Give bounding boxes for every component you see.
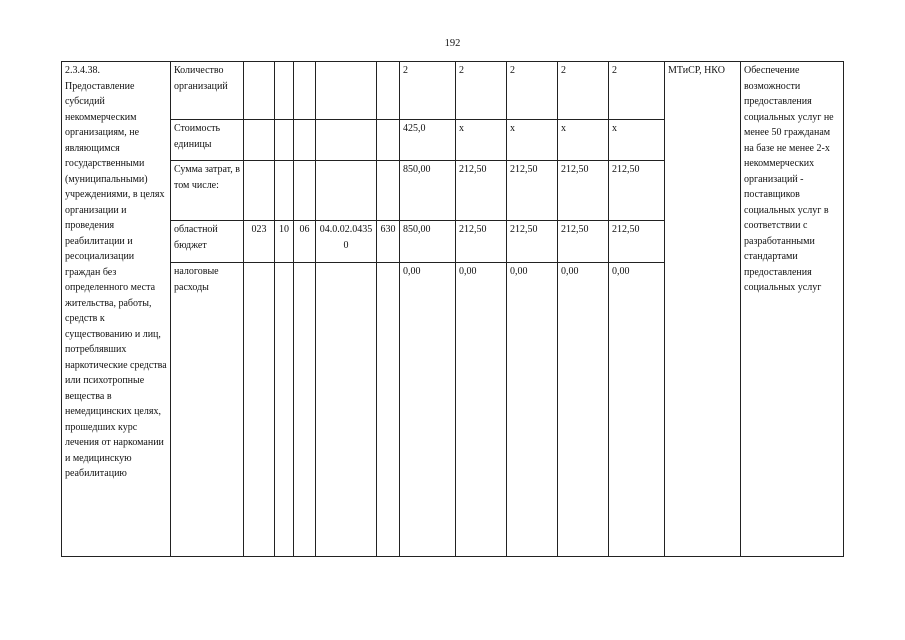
indicator-cell: налоговые расходы: [171, 263, 244, 557]
csr-cell: [316, 120, 377, 161]
grbs-cell: [244, 62, 275, 120]
indicator-cell: областной бюджет: [171, 221, 244, 263]
grbs-cell: 023: [244, 221, 275, 263]
value-cell: 2: [609, 62, 665, 120]
value-cell: 212,50: [558, 221, 609, 263]
pr-cell: [294, 120, 316, 161]
activity-code: 2.3.4.38.: [65, 65, 100, 76]
expected-result-cell: Обеспечение возможности предоставления социальных услуг не менее 50 гражданам на базе не менее 2-х некоммерческих организаций - поставщиков социальных услуг в соответствии с разработанными стандартами предоставления социальных услуг: [741, 62, 844, 557]
value-cell: 212,50: [609, 221, 665, 263]
value-cell: 0,00: [609, 263, 665, 557]
vr-cell: [377, 62, 400, 120]
csr-cell: [316, 62, 377, 120]
value-cell: 0,00: [507, 263, 558, 557]
vr-cell: [377, 161, 400, 221]
csr-cell: [316, 161, 377, 221]
grbs-cell: [244, 120, 275, 161]
activity-cell: [62, 62, 171, 557]
indicator-cell: Сумма затрат, в том числе:: [171, 161, 244, 221]
rz-cell: [275, 62, 294, 120]
pr-cell: [294, 161, 316, 221]
rz-cell: 10: [275, 221, 294, 263]
value-cell: 850,00: [400, 221, 456, 263]
pr-cell: [294, 263, 316, 557]
value-cell: 212,50: [609, 161, 665, 221]
pr-cell: [294, 62, 316, 120]
rz-cell: [275, 161, 294, 221]
value-cell: х: [507, 120, 558, 161]
activity-description: Предоставление субсидий некоммерческим организациям, не являющимся государственными (муниципальными) учреждениями, в целях организации и проведения реабилитации и ресоциализации граждан без определенного места жительства, работы, средств к существованию и лиц, потреблявших наркотические средства или психотропные вещества в немедицинских целях, прошедших курс лечения от наркомании и медицинскую реабилитацию: [65, 80, 167, 479]
value-cell: 212,50: [456, 221, 507, 263]
value-cell: 2: [400, 62, 456, 120]
csr-cell: [316, 263, 377, 557]
value-cell: 2: [558, 62, 609, 120]
value-cell: 2: [456, 62, 507, 120]
value-cell: 2: [507, 62, 558, 120]
page-number: 192: [444, 38, 461, 49]
value-cell: 212,50: [456, 161, 507, 221]
vr-cell: 630: [377, 221, 400, 263]
value-cell: 212,50: [507, 161, 558, 221]
value-cell: 0,00: [558, 263, 609, 557]
grbs-cell: [244, 161, 275, 221]
vr-cell: [377, 120, 400, 161]
value-cell: 0,00: [456, 263, 507, 557]
value-cell: 850,00: [400, 161, 456, 221]
grbs-cell: [244, 263, 275, 557]
program-activity-table: [61, 61, 844, 557]
value-cell: 0,00: [400, 263, 456, 557]
table-row: [62, 62, 844, 120]
value-cell: х: [558, 120, 609, 161]
indicator-cell: Стоимость единицы: [171, 120, 244, 161]
value-cell: 212,50: [558, 161, 609, 221]
csr-cell: 04.0.02.04350: [316, 221, 377, 263]
executor-cell: МТиСР, НКО: [665, 62, 741, 557]
value-cell: 425,0: [400, 120, 456, 161]
value-cell: х: [456, 120, 507, 161]
vr-cell: [377, 263, 400, 557]
value-cell: 212,50: [507, 221, 558, 263]
rz-cell: [275, 120, 294, 161]
value-cell: х: [609, 120, 665, 161]
pr-cell: 06: [294, 221, 316, 263]
rz-cell: [275, 263, 294, 557]
indicator-cell: Количество организаций: [171, 62, 244, 120]
